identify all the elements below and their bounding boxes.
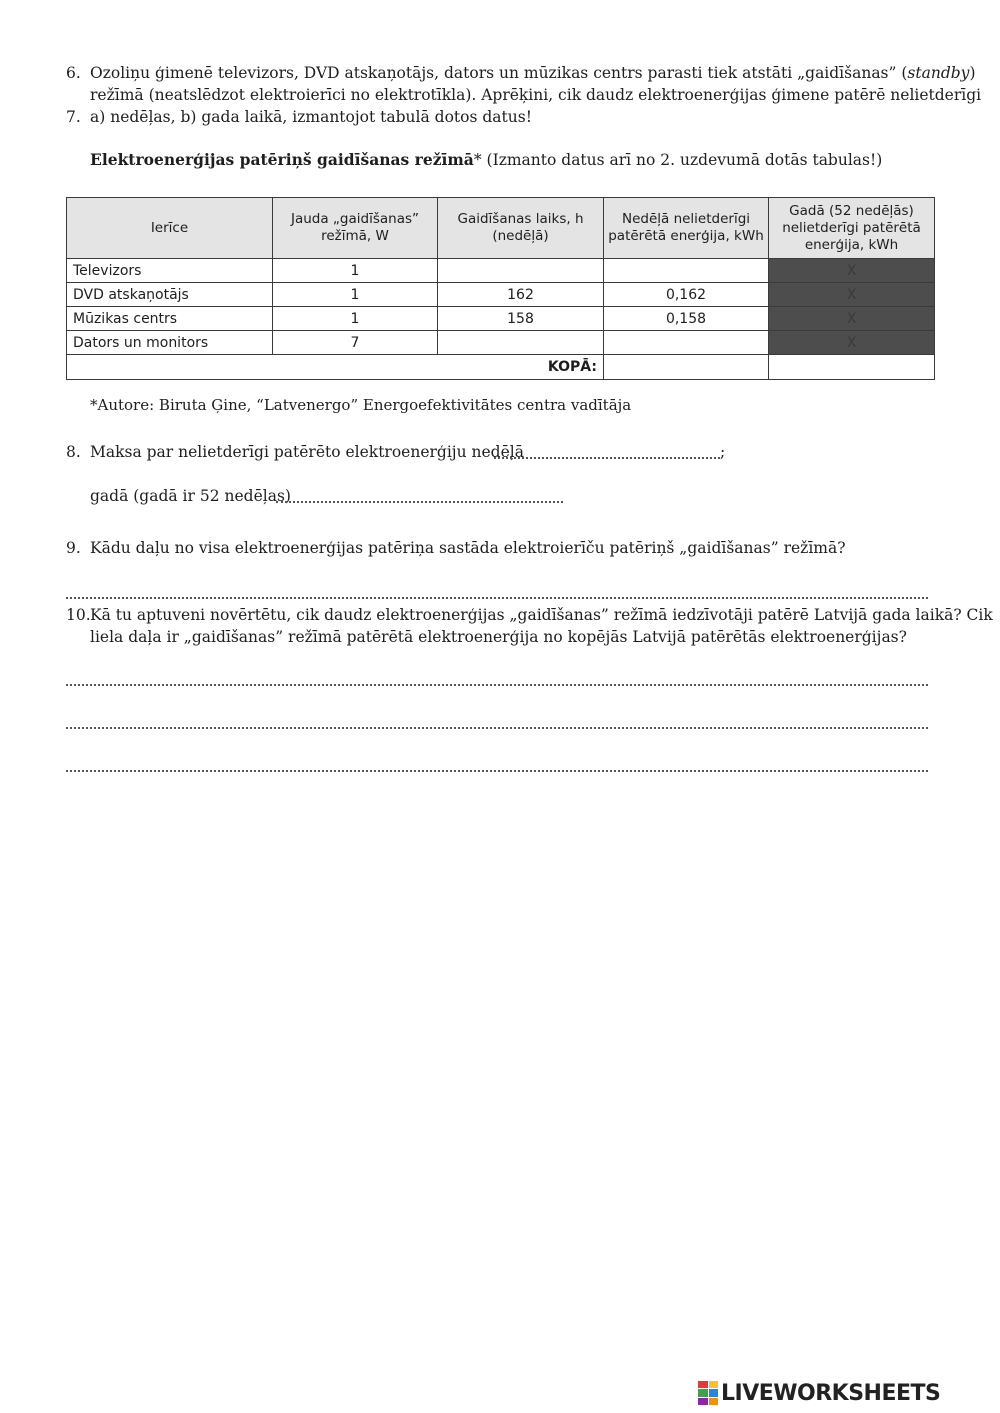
week-energy-cell: 0,162 [604, 283, 769, 307]
year-energy-cell: X [769, 259, 935, 283]
liveworksheets-logo [698, 1380, 994, 1406]
logo-square [698, 1389, 708, 1396]
answer-line-q10-3[interactable] [66, 770, 928, 772]
table-row [67, 331, 935, 355]
device-cell: Dators un monitors [67, 331, 273, 355]
table-total-row [67, 355, 935, 380]
header-device: Ierīce [67, 198, 273, 259]
question-text-line: Kā tu aptuveni novērtētu, cik daudz elektroenerģijas „gaidīšanas” režīmā iedzīvotāji patērē Latvijā gada laikā? Cik [90, 606, 993, 624]
hours-cell[interactable] [438, 259, 604, 283]
logo-text: LIVEWORKSHEETS [721, 1380, 941, 1406]
question-8-end: ; [720, 443, 726, 461]
answer-line-week-cost[interactable] [494, 457, 720, 459]
year-energy-cell: X [769, 307, 935, 331]
power-cell: 1 [273, 259, 438, 283]
answer-line-q10-2[interactable] [66, 727, 928, 729]
question-number: 8. [66, 443, 81, 461]
header-hours: Gaidīšanas laiks, h (nedēļā) [438, 198, 604, 259]
question-text-line: Kādu daļu no visa elektroenerģijas patēriņa sastāda elektroierīču patēriņš „gaidīšanas” režīmā? [90, 539, 846, 557]
device-cell: Televizors [67, 259, 273, 283]
total-label: KOPĀ: [67, 355, 604, 380]
header-year-energy: Gadā (52 nedēļās) nelietderīgi patērētā enerģija, kWh [769, 198, 935, 259]
question-number: 7. [66, 108, 81, 126]
logo-square [709, 1398, 719, 1405]
device-cell: DVD atskaņotājs [67, 283, 273, 307]
answer-line-year-cost[interactable] [276, 501, 563, 503]
week-energy-cell[interactable] [604, 259, 769, 283]
question-text-line: režīmā (neatslēdzot elektroierīci no elektrotīkla). Aprēķini, cik daudz elektroenerģijas ģimene patērē nelietderīgi [90, 86, 982, 104]
question-number: 9. [66, 539, 81, 557]
table-caption: Elektroenerģijas patēriņš gaidīšanas režīmā* (Izmanto datus arī no 2. uzdevumā dotās tabulas!) [90, 150, 883, 169]
total-year-cell[interactable] [769, 355, 935, 380]
table-header-row [67, 198, 935, 259]
table-row [67, 307, 935, 331]
logo-square [698, 1398, 708, 1405]
question-number: 6. [66, 64, 81, 82]
power-cell: 7 [273, 331, 438, 355]
year-energy-cell: X [769, 283, 935, 307]
logo-square [698, 1381, 708, 1388]
question-text-line: a) nedēļas, b) gada laikā, izmantojot tabulā dotos datus! [90, 108, 532, 126]
question-text-line: Ozoliņu ģimenē televizors, DVD atskaņotājs, dators un mūzikas centrs parasti tiek atstāti „gaidīšanas” (standby) [90, 64, 976, 82]
hours-cell: 158 [438, 307, 604, 331]
answer-line-q10-1[interactable] [66, 684, 928, 686]
power-cell: 1 [273, 307, 438, 331]
question-text-line: liela daļa ir „gaidīšanas” režīmā patērētā elektroenerģija no kopējās Latvijā patērētās elektroenerģijas? [90, 628, 907, 646]
week-energy-cell: 0,158 [604, 307, 769, 331]
logo-square [709, 1381, 719, 1388]
week-energy-cell[interactable] [604, 331, 769, 355]
answer-line-q9[interactable] [66, 597, 928, 599]
total-week-cell[interactable] [604, 355, 769, 380]
question-text-line: Maksa par nelietderīgi patērēto elektroenerģiju nedēļā [90, 443, 524, 461]
logo-square [709, 1389, 719, 1396]
table-footnote: *Autore: Biruta Ģine, “Latvenergo” Energoefektivitātes centra vadītāja [90, 396, 632, 414]
question-number: 10. [66, 606, 91, 624]
year-energy-cell: X [769, 331, 935, 355]
header-week-energy: Nedēļā nelietderīgi patērētā enerģija, kWh [604, 198, 769, 259]
device-cell: Mūzikas centrs [67, 307, 273, 331]
table-row [67, 283, 935, 307]
standby-energy-table [66, 197, 935, 380]
power-cell: 1 [273, 283, 438, 307]
table-row [67, 259, 935, 283]
hours-cell: 162 [438, 283, 604, 307]
question-8-line2: gadā (gadā ir 52 nedēļas) [90, 487, 291, 505]
logo-icon [698, 1381, 718, 1405]
hours-cell[interactable] [438, 331, 604, 355]
header-power: Jauda „gaidīšanas” režīmā, W [273, 198, 438, 259]
